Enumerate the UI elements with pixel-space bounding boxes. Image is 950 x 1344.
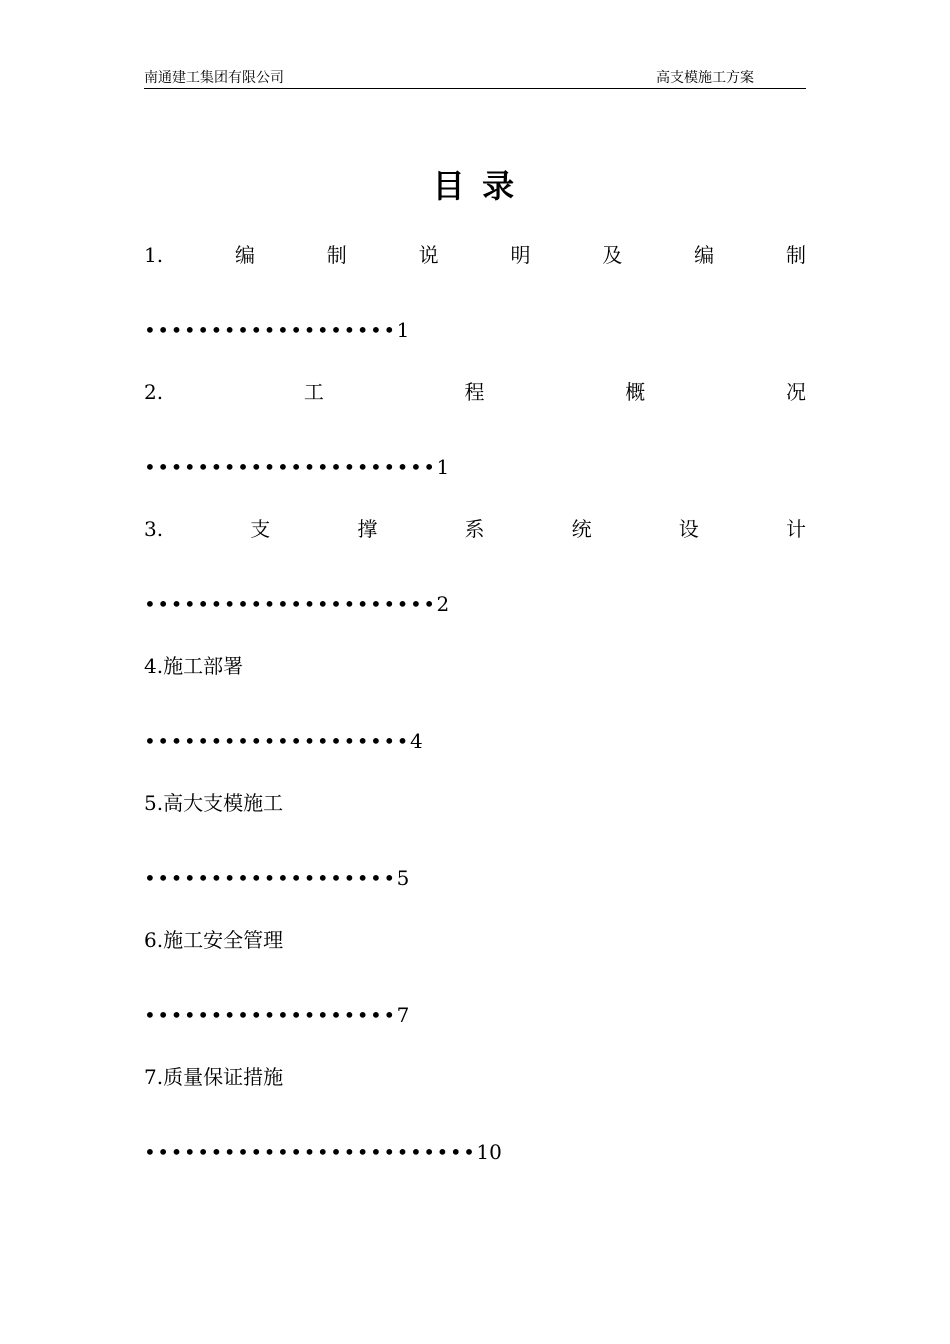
toc-char: 概 (625, 380, 646, 404)
header-company: 南通建工集团有限公司 (144, 70, 284, 86)
toc-char: 2. (144, 380, 164, 404)
dot-leader: ••••••••••••••••••• (144, 1003, 397, 1027)
page-header (144, 68, 806, 89)
dot-leader: •••••••••••••••••••••• (144, 455, 437, 479)
toc-entry-2-leader[interactable] (144, 452, 449, 482)
toc-char: 编 (234, 243, 255, 267)
page-number: 10 (476, 1140, 502, 1164)
dot-leader: ••••••••••••••••••••••••• (144, 1140, 477, 1164)
toc-char: 系 (464, 517, 485, 541)
page-number: 1 (396, 318, 410, 342)
toc-entry-4-leader[interactable] (144, 726, 423, 756)
toc-entry-5-title[interactable]: 5.高大支模施工 (144, 791, 284, 815)
toc-char: 1. (144, 243, 164, 267)
toc-char: 制 (326, 243, 347, 267)
page-number: 5 (396, 866, 410, 890)
toc-char: 况 (785, 380, 806, 404)
toc-title: 目 录 (432, 167, 518, 205)
dot-leader: ••••••••••••••••••• (144, 318, 397, 342)
toc-entry-7-leader[interactable] (144, 1137, 502, 1167)
dot-leader: •••••••••••••••••••• (144, 729, 410, 753)
toc-entry-7-title[interactable]: 7.质量保证措施 (144, 1065, 284, 1089)
toc-entry-1-title[interactable] (144, 240, 806, 270)
toc-char: 设 (678, 517, 699, 541)
toc-entry-2-title[interactable] (144, 377, 806, 407)
toc-entry-6-title[interactable]: 6.施工安全管理 (144, 928, 284, 952)
toc-char: 工 (303, 380, 324, 404)
toc-char: 支 (250, 517, 271, 541)
toc-entry-3-leader[interactable] (144, 589, 449, 619)
toc-entry-4-title[interactable]: 4.施工部署 (144, 654, 244, 678)
page-number: 4 (409, 729, 423, 753)
toc-char: 程 (464, 380, 485, 404)
toc-entry-3-title[interactable] (144, 514, 806, 544)
toc-entry-5-leader[interactable] (144, 863, 409, 893)
toc-char: 统 (571, 517, 592, 541)
dot-leader: •••••••••••••••••••••• (144, 592, 437, 616)
toc-char: 编 (694, 243, 715, 267)
toc-char: 撑 (357, 517, 378, 541)
toc-char: 说 (418, 243, 439, 267)
page-number: 2 (436, 592, 450, 616)
header-doc-title: 高支模施工方案 (656, 70, 754, 86)
toc-char: 3. (144, 517, 164, 541)
toc-char: 制 (786, 243, 806, 267)
toc-char: 计 (785, 517, 806, 541)
toc-char: 及 (602, 243, 623, 267)
page-number: 7 (396, 1003, 410, 1027)
page-number: 1 (436, 455, 450, 479)
dot-leader: ••••••••••••••••••• (144, 866, 397, 890)
toc-entry-1-leader[interactable] (144, 315, 409, 345)
toc-char: 明 (510, 243, 531, 267)
toc-entry-6-leader[interactable] (144, 1000, 409, 1030)
